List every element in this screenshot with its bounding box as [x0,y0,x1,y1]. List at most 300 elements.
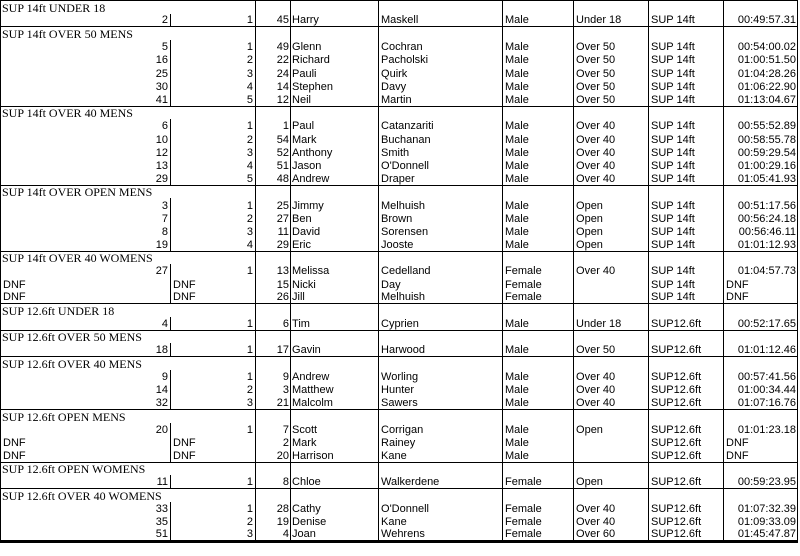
cell-overall_position: DNF [1,436,171,449]
cell-overall_position: 18 [1,343,171,356]
cell-race_number: 27 [256,212,291,225]
cell-category_position: 2 [171,515,256,528]
result-row [1,264,798,277]
cell-category_position: 2 [171,53,256,66]
cell-category_position: 3 [171,225,256,238]
section-empty-cell [649,304,724,317]
section-empty-cell [574,462,649,475]
cell-last_name: Quirk [379,66,503,79]
cell-age_category: Over 50 [574,66,649,79]
cell-age_category: Over 40 [574,264,649,277]
section-empty-cell [724,106,798,119]
cell-age_category: Over 40 [574,119,649,132]
section-title: SUP 12.6ft OPEN MENS [1,409,256,422]
cell-last_name: Jooste [379,238,503,251]
cell-last_name: Cochran [379,40,503,53]
cell-last_name: Maskell [379,14,503,27]
section-empty-cell [379,330,503,343]
section-header-row [1,106,798,119]
result-row [1,14,798,27]
cell-first_name: Jason [291,159,379,172]
cell-overall_position: 51 [1,528,171,542]
section-empty-cell [503,1,574,14]
result-row [1,343,798,356]
section-empty-cell [291,106,379,119]
section-title: SUP 12.6ft OVER 50 MENS [1,330,256,343]
result-row [1,172,798,185]
section-empty-cell [256,106,291,119]
cell-first_name: Scott [291,423,379,436]
result-row [1,159,798,172]
result-row [1,225,798,238]
section-empty-cell [649,357,724,370]
cell-board_class: SUP12.6ft [649,436,724,449]
section-empty-cell [724,185,798,198]
cell-category_position: 4 [171,238,256,251]
section-empty-cell [574,357,649,370]
cell-gender: Female [503,475,574,488]
result-row [1,515,798,528]
result-row [1,132,798,145]
cell-time: 00:51:17.56 [724,198,798,211]
cell-time: 01:04:28.26 [724,66,798,79]
cell-race_number: 3 [256,383,291,396]
section-empty-cell [256,27,291,40]
cell-board_class: SUP 14ft [649,277,724,290]
cell-category_position: 1 [171,40,256,53]
section-empty-cell [649,106,724,119]
cell-gender: Male [503,238,574,251]
cell-category_position: DNF [171,449,256,462]
cell-time: 01:04:57.73 [724,264,798,277]
cell-first_name: Denise [291,515,379,528]
cell-time: 01:07:32.39 [724,502,798,515]
section-title: SUP 14ft UNDER 18 [1,1,256,14]
cell-last_name: O'Donnell [379,159,503,172]
result-row [1,449,798,462]
cell-overall_position: 10 [1,132,171,145]
section-empty-cell [503,185,574,198]
cell-time: 01:00:34.44 [724,383,798,396]
cell-board_class: SUP12.6ft [649,370,724,383]
cell-gender: Male [503,383,574,396]
cell-first_name: Cathy [291,502,379,515]
section-empty-cell [574,330,649,343]
cell-board_class: SUP12.6ft [649,528,724,542]
cell-race_number: 12 [256,93,291,106]
cell-category_position: 2 [171,212,256,225]
cell-gender: Male [503,80,574,93]
cell-last_name: Sawers [379,396,503,409]
result-row [1,370,798,383]
cell-age_category: Over 50 [574,93,649,106]
cell-board_class: SUP 14ft [649,264,724,277]
cell-category_position: DNF [171,436,256,449]
cell-category_position: 1 [171,502,256,515]
results-table-body [1,1,798,542]
section-empty-cell [379,304,503,317]
cell-overall_position: 2 [1,14,171,27]
cell-overall_position: 30 [1,80,171,93]
cell-race_number: 29 [256,238,291,251]
cell-category_position: 1 [171,119,256,132]
result-row [1,423,798,436]
section-empty-cell [379,185,503,198]
cell-time: 01:01:12.93 [724,238,798,251]
section-title: SUP 14ft OVER 40 MENS [1,106,256,119]
cell-category_position: 1 [171,14,256,27]
cell-gender: Male [503,317,574,330]
cell-last_name: Catanzariti [379,119,503,132]
cell-time: 01:06:22.90 [724,80,798,93]
cell-gender: Male [503,212,574,225]
cell-last_name: Melhuish [379,291,503,304]
cell-age_category: Over 50 [574,343,649,356]
result-row [1,502,798,515]
section-empty-cell [256,304,291,317]
cell-time: 00:54:00.02 [724,40,798,53]
cell-overall_position: 4 [1,317,171,330]
section-empty-cell [649,185,724,198]
cell-gender: Female [503,264,574,277]
section-empty-cell [379,106,503,119]
section-empty-cell [379,409,503,422]
result-row [1,146,798,159]
cell-age_category: Over 40 [574,132,649,145]
section-empty-cell [379,251,503,264]
cell-first_name: Nicki [291,277,379,290]
cell-last_name: Corrigan [379,423,503,436]
cell-first_name: Andrew [291,172,379,185]
cell-race_number: 51 [256,159,291,172]
cell-board_class: SUP12.6ft [649,515,724,528]
cell-age_category: Open [574,198,649,211]
cell-age_category [574,436,649,449]
cell-age_category [574,277,649,290]
result-row [1,198,798,211]
cell-board_class: SUP12.6ft [649,383,724,396]
cell-last_name: Sorensen [379,225,503,238]
section-empty-cell [256,409,291,422]
cell-board_class: SUP12.6ft [649,449,724,462]
section-empty-cell [256,1,291,14]
section-empty-cell [574,251,649,264]
cell-gender: Female [503,528,574,542]
cell-overall_position: DNF [1,291,171,304]
cell-gender: Male [503,66,574,79]
cell-overall_position: 6 [1,119,171,132]
section-title: SUP 14ft OVER OPEN MENS [1,185,256,198]
section-empty-cell [379,488,503,501]
section-empty-cell [291,330,379,343]
cell-race_number: 11 [256,225,291,238]
cell-time: 00:56:24.18 [724,212,798,225]
cell-last_name: Buchanan [379,132,503,145]
section-empty-cell [574,1,649,14]
cell-gender: Female [503,502,574,515]
cell-time: 00:56:46.11 [724,225,798,238]
cell-gender: Male [503,370,574,383]
cell-age_category: Over 40 [574,502,649,515]
cell-race_number: 9 [256,370,291,383]
cell-category_position: 3 [171,528,256,542]
cell-age_category: Over 40 [574,172,649,185]
section-header-row [1,409,798,422]
cell-category_position: 2 [171,383,256,396]
cell-board_class: SUP12.6ft [649,423,724,436]
cell-age_category: Open [574,238,649,251]
cell-gender: Male [503,53,574,66]
cell-gender: Male [503,225,574,238]
cell-category_position: 1 [171,423,256,436]
cell-overall_position: 8 [1,225,171,238]
section-empty-cell [256,488,291,501]
cell-board_class: SUP 14ft [649,291,724,304]
section-empty-cell [574,27,649,40]
cell-gender: Female [503,291,574,304]
cell-time: DNF [724,436,798,449]
cell-first_name: Jimmy [291,198,379,211]
cell-category_position: 4 [171,80,256,93]
section-empty-cell [724,251,798,264]
cell-board_class: SUP 14ft [649,146,724,159]
section-header-row [1,251,798,264]
section-empty-cell [291,409,379,422]
cell-gender: Male [503,198,574,211]
section-empty-cell [291,185,379,198]
section-empty-cell [574,106,649,119]
result-row [1,66,798,79]
cell-last_name: Melhuish [379,198,503,211]
cell-last_name: Day [379,277,503,290]
cell-category_position: 1 [171,343,256,356]
cell-race_number: 4 [256,528,291,542]
cell-overall_position: 12 [1,146,171,159]
cell-gender: Male [503,436,574,449]
cell-first_name: Chloe [291,475,379,488]
cell-gender: Male [503,159,574,172]
cell-gender: Male [503,423,574,436]
cell-first_name: Gavin [291,343,379,356]
cell-last_name: Worling [379,370,503,383]
section-empty-cell [574,409,649,422]
cell-last_name: Cedelland [379,264,503,277]
cell-last_name: Rainey [379,436,503,449]
cell-time: 01:01:12.46 [724,343,798,356]
cell-gender: Female [503,515,574,528]
cell-first_name: Mark [291,132,379,145]
cell-race_number: 54 [256,132,291,145]
section-header-row [1,488,798,501]
cell-category_position: 1 [171,198,256,211]
result-row [1,119,798,132]
cell-race_number: 20 [256,449,291,462]
section-empty-cell [256,330,291,343]
cell-race_number: 14 [256,80,291,93]
cell-age_category: Over 50 [574,80,649,93]
section-empty-cell [256,251,291,264]
section-empty-cell [724,462,798,475]
cell-time: 00:59:29.54 [724,146,798,159]
section-empty-cell [724,330,798,343]
section-title: SUP 14ft OVER 50 MENS [1,27,256,40]
cell-board_class: SUP 14ft [649,159,724,172]
cell-race_number: 1 [256,119,291,132]
cell-time: 01:07:16.76 [724,396,798,409]
section-empty-cell [724,357,798,370]
cell-gender: Male [503,40,574,53]
section-header-row [1,304,798,317]
section-header-row [1,1,798,14]
section-empty-cell [503,27,574,40]
cell-age_category: Over 40 [574,146,649,159]
cell-first_name: Anthony [291,146,379,159]
cell-time: 01:00:29.16 [724,159,798,172]
cell-overall_position: 13 [1,159,171,172]
cell-board_class: SUP 14ft [649,119,724,132]
cell-race_number: 52 [256,146,291,159]
cell-board_class: SUP 14ft [649,40,724,53]
result-row [1,93,798,106]
section-empty-cell [724,409,798,422]
cell-time: 01:09:33.09 [724,515,798,528]
cell-gender: Male [503,14,574,27]
section-empty-cell [503,106,574,119]
result-row [1,80,798,93]
cell-last_name: O'Donnell [379,502,503,515]
cell-overall_position: 41 [1,93,171,106]
section-header-row [1,357,798,370]
cell-gender: Male [503,172,574,185]
result-row [1,212,798,225]
cell-overall_position: 7 [1,212,171,225]
cell-age_category: Over 40 [574,159,649,172]
cell-time: 01:00:51.50 [724,53,798,66]
cell-category_position: 1 [171,264,256,277]
cell-board_class: SUP12.6ft [649,475,724,488]
cell-race_number: 17 [256,343,291,356]
cell-time: 01:13:04.67 [724,93,798,106]
cell-age_category: Over 40 [574,396,649,409]
cell-gender: Male [503,449,574,462]
cell-first_name: Melissa [291,264,379,277]
cell-race_number: 15 [256,277,291,290]
cell-time: DNF [724,291,798,304]
cell-race_number: 49 [256,40,291,53]
cell-board_class: SUP12.6ft [649,396,724,409]
cell-category_position: 5 [171,93,256,106]
section-header-row [1,27,798,40]
cell-age_category: Open [574,225,649,238]
cell-gender: Male [503,146,574,159]
cell-age_category [574,449,649,462]
section-header-row [1,462,798,475]
cell-first_name: Andrew [291,370,379,383]
section-empty-cell [649,409,724,422]
section-empty-cell [503,251,574,264]
cell-first_name: Glenn [291,40,379,53]
cell-board_class: SUP 14ft [649,132,724,145]
cell-last_name: Pacholski [379,53,503,66]
cell-board_class: SUP12.6ft [649,502,724,515]
cell-last_name: Kane [379,515,503,528]
cell-race_number: 25 [256,198,291,211]
cell-race_number: 8 [256,475,291,488]
cell-category_position: 1 [171,317,256,330]
cell-age_category: Over 60 [574,528,649,542]
cell-category_position: DNF [171,291,256,304]
section-empty-cell [379,357,503,370]
cell-overall_position: DNF [1,449,171,462]
cell-race_number: 24 [256,66,291,79]
cell-time: 00:55:52.89 [724,119,798,132]
section-empty-cell [649,27,724,40]
section-empty-cell [503,304,574,317]
section-header-row [1,330,798,343]
cell-board_class: SUP12.6ft [649,343,724,356]
cell-last_name: Davy [379,80,503,93]
section-empty-cell [256,357,291,370]
cell-last_name: Kane [379,449,503,462]
section-empty-cell [503,409,574,422]
section-empty-cell [724,1,798,14]
cell-board_class: SUP 14ft [649,198,724,211]
cell-age_category: Under 18 [574,317,649,330]
cell-age_category: Over 40 [574,383,649,396]
cell-category_position: 3 [171,146,256,159]
section-title: SUP 12.6ft OVER 40 WOMENS [1,488,256,501]
cell-time: 00:59:23.95 [724,475,798,488]
section-empty-cell [724,488,798,501]
cell-overall_position: 16 [1,53,171,66]
cell-first_name: David [291,225,379,238]
cell-category_position: 1 [171,370,256,383]
cell-age_category: Under 18 [574,14,649,27]
cell-race_number: 13 [256,264,291,277]
cell-time: 00:52:17.65 [724,317,798,330]
result-row [1,475,798,488]
cell-age_category: Over 40 [574,370,649,383]
cell-overall_position: 29 [1,172,171,185]
cell-overall_position: 11 [1,475,171,488]
cell-race_number: 2 [256,436,291,449]
cell-first_name: Jill [291,291,379,304]
section-empty-cell [503,330,574,343]
cell-board_class: SUP 14ft [649,172,724,185]
cell-first_name: Pauli [291,66,379,79]
cell-overall_position: 32 [1,396,171,409]
cell-age_category: Open [574,423,649,436]
cell-race_number: 26 [256,291,291,304]
cell-time: 00:58:55.78 [724,132,798,145]
result-row [1,291,798,304]
cell-last_name: Wehrens [379,528,503,542]
section-empty-cell [724,304,798,317]
section-empty-cell [574,488,649,501]
cell-board_class: SUP 14ft [649,66,724,79]
cell-age_category: Over 50 [574,40,649,53]
cell-first_name: Harry [291,14,379,27]
cell-time: 00:49:57.31 [724,14,798,27]
section-empty-cell [379,462,503,475]
cell-overall_position: 19 [1,238,171,251]
result-row [1,53,798,66]
cell-overall_position: 25 [1,66,171,79]
cell-race_number: 28 [256,502,291,515]
cell-board_class: SUP12.6ft [649,317,724,330]
section-empty-cell [256,462,291,475]
cell-first_name: Joan [291,528,379,542]
